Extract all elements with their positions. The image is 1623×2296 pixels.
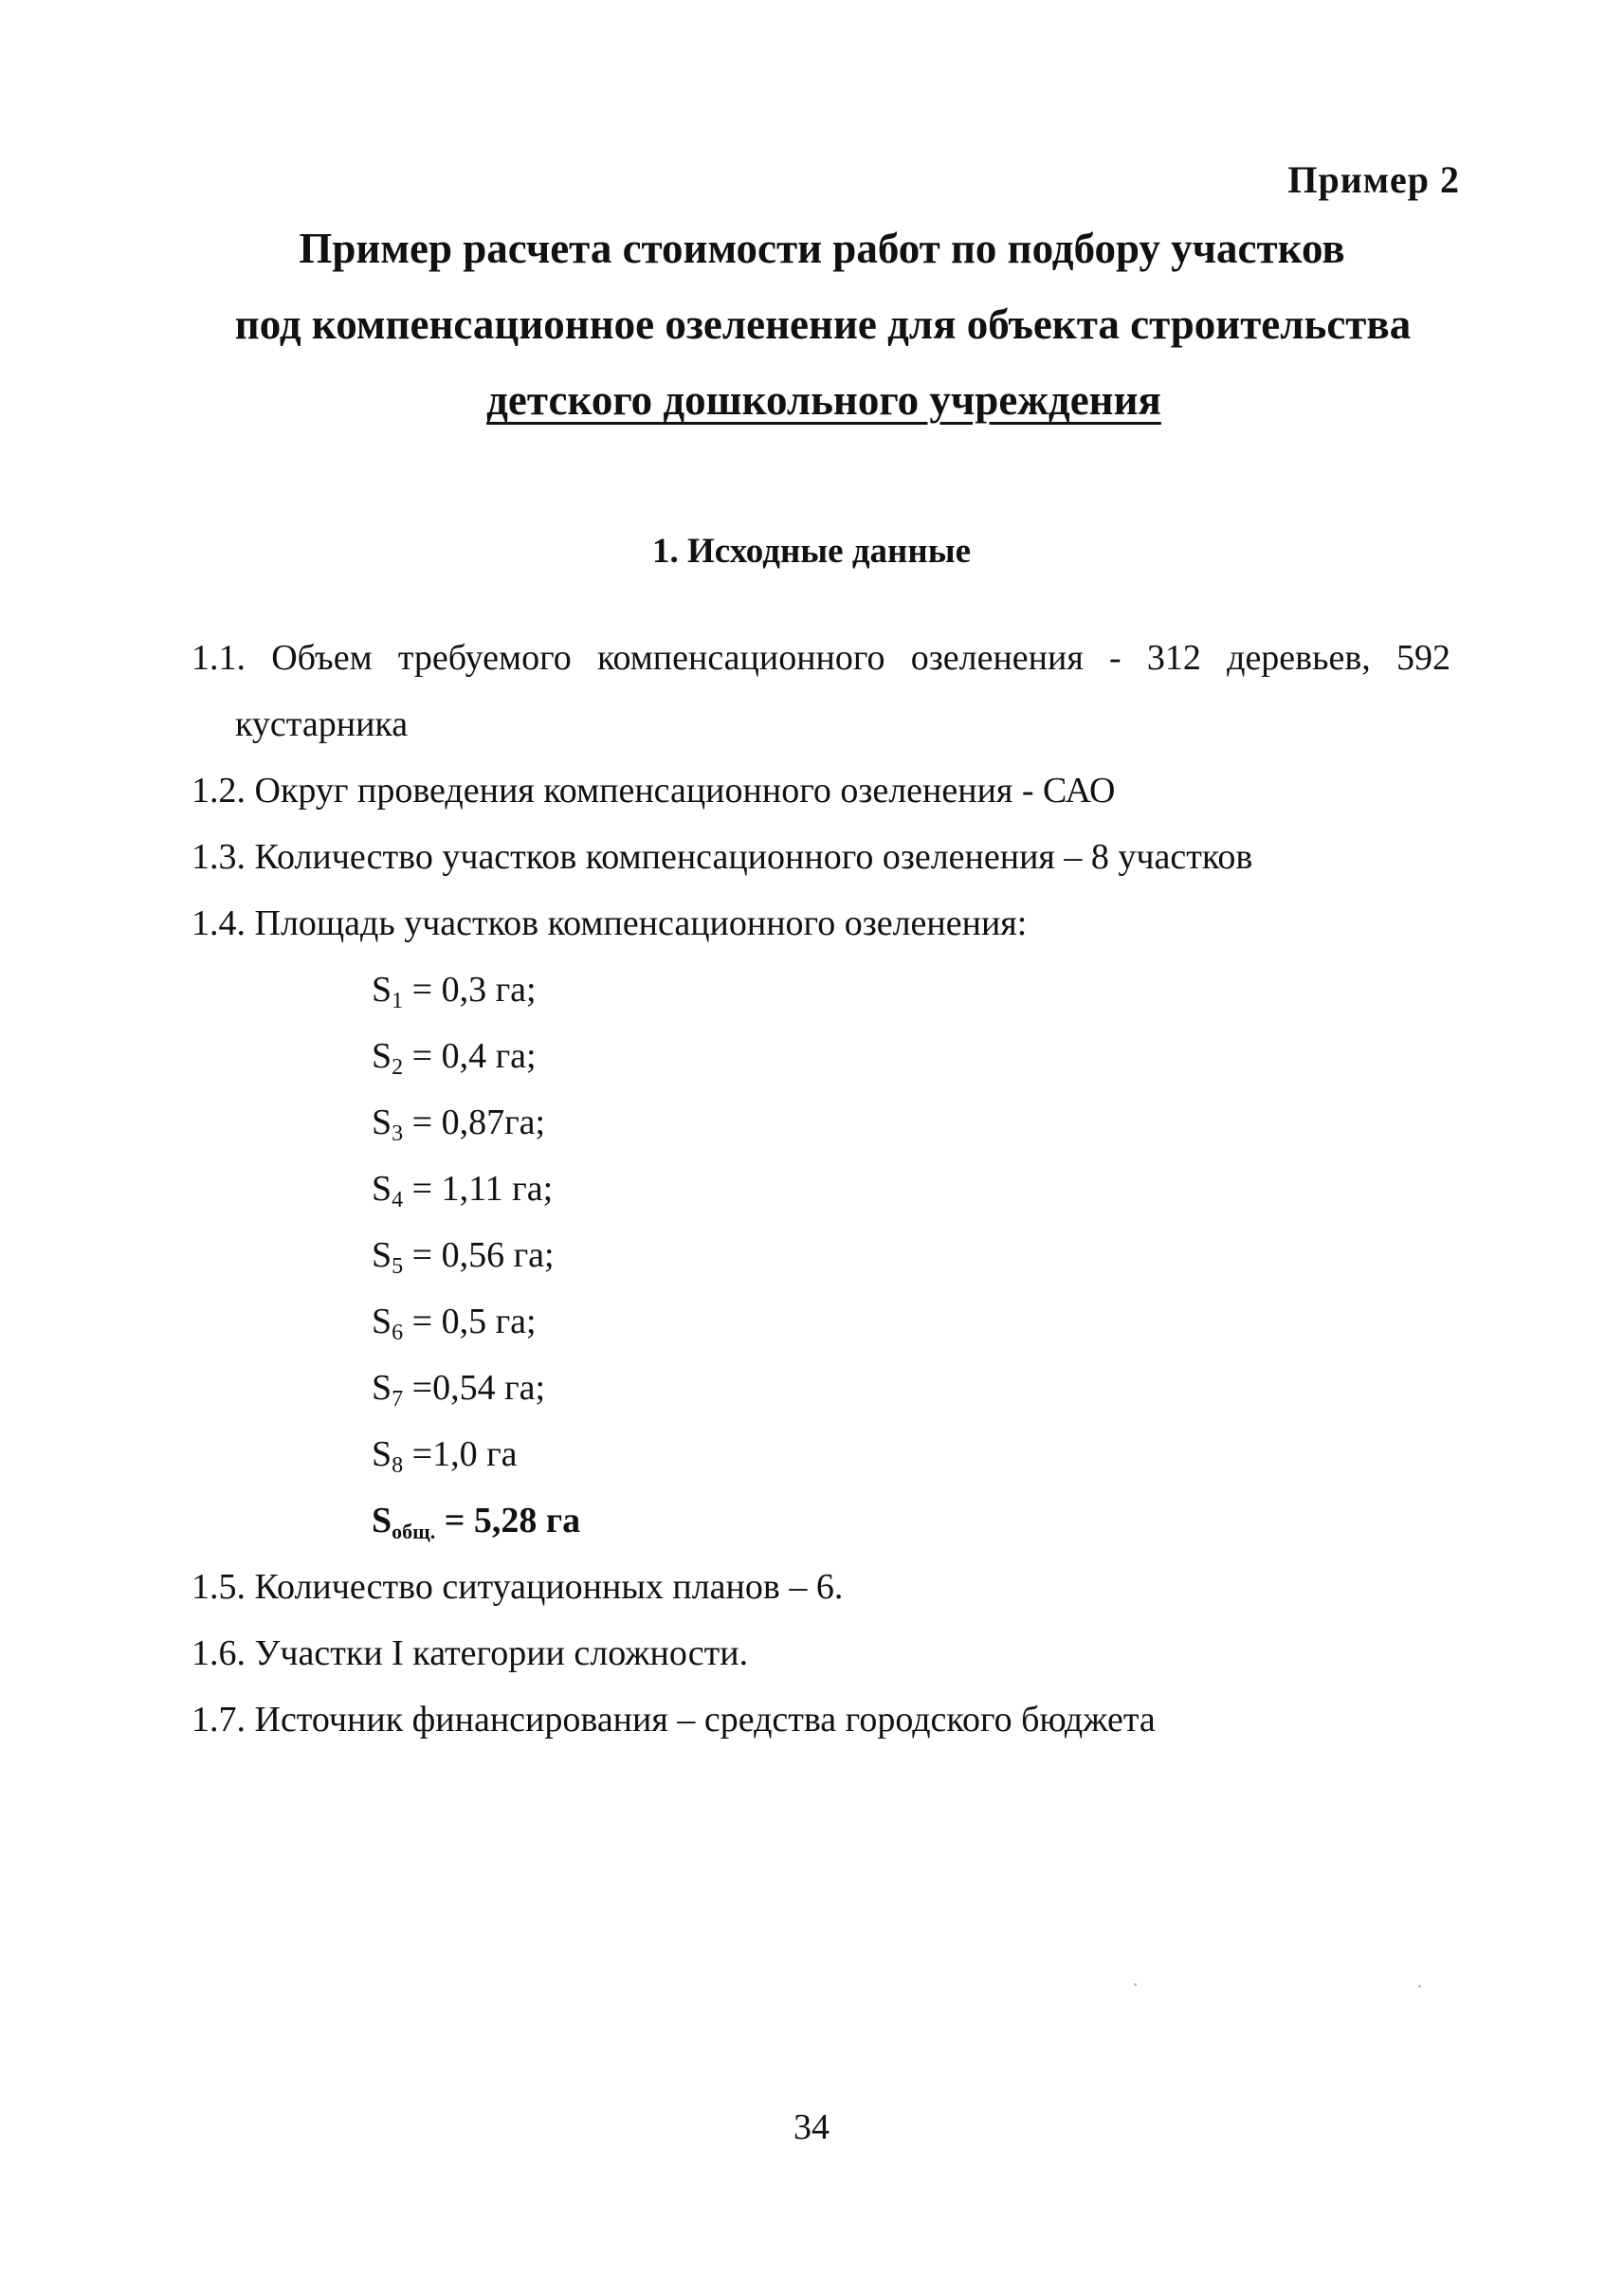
item-1-1-word: компенсационного — [596, 638, 885, 678]
example-label: Пример 2 — [1287, 158, 1460, 201]
item-1-3: 1.3. Количество участков компенсационного озеленения – 8 участков — [191, 837, 1253, 877]
area-formula: $S_8 =1,0$ га — [372, 1434, 518, 1478]
title-line-1: Пример расчета стоимости работ по подбору участков — [299, 225, 1345, 272]
item-1-2: 1.2. Округ проведения компенсационного озеленения - САО — [191, 771, 1116, 811]
item-1-1-word: Объем — [271, 638, 373, 678]
page-number: 34 — [793, 2107, 830, 2147]
item-1-7: 1.7. Источник финансирования – средства городского бюджета — [191, 1700, 1156, 1740]
title-line-2: под компенсационное озеленение для объекта строительства — [234, 301, 1412, 348]
item-1-5: 1.5. Количество ситуационных планов – 6. — [191, 1567, 844, 1607]
area-formula: $S_3 = 0,87га$; — [372, 1102, 546, 1146]
item-1-1 — [191, 637, 1450, 679]
item-1-1-word: 312 — [1146, 638, 1201, 678]
item-1-1-word: озеленения — [910, 638, 1084, 678]
item-1-1-line — [191, 637, 1450, 679]
area-formula: $S_2 = 0,4$ га; — [372, 1036, 537, 1080]
title-line-3: детского дошкольного учреждения — [486, 376, 1161, 424]
area-formula: $S_7 =0,54$ га; — [372, 1368, 546, 1412]
area-formula: $S_1 = 0,3$ га; — [372, 970, 537, 1013]
area-formula: $S_5 = 0,56$ га; — [372, 1235, 555, 1279]
scan-speck — [1134, 1983, 1137, 1986]
item-1-1-word: - — [1109, 638, 1122, 678]
item-1-4: 1.4. Площадь участков компенсационного озеленения: — [191, 903, 1028, 943]
item-1-1-word: требуемого — [397, 638, 572, 678]
item-1-1-continuation: кустарника — [235, 704, 409, 744]
item-1-1-word: деревьев, — [1227, 638, 1371, 678]
item-1-1-number: 1.1. — [191, 638, 246, 678]
item-1-1-word: 592 — [1395, 638, 1450, 678]
area-formula: $S_4 = 1,11$ га; — [372, 1169, 554, 1212]
item-1-6: 1.6. Участки I категории сложности. — [191, 1633, 749, 1673]
area-formula: $S_6 = 0,5$ га; — [372, 1302, 537, 1345]
section-heading: 1. Исходные данные — [652, 532, 971, 571]
scan-speck — [1418, 1985, 1421, 1988]
area-total: $S_{общ.} = 5,28$ га — [372, 1501, 581, 1543]
